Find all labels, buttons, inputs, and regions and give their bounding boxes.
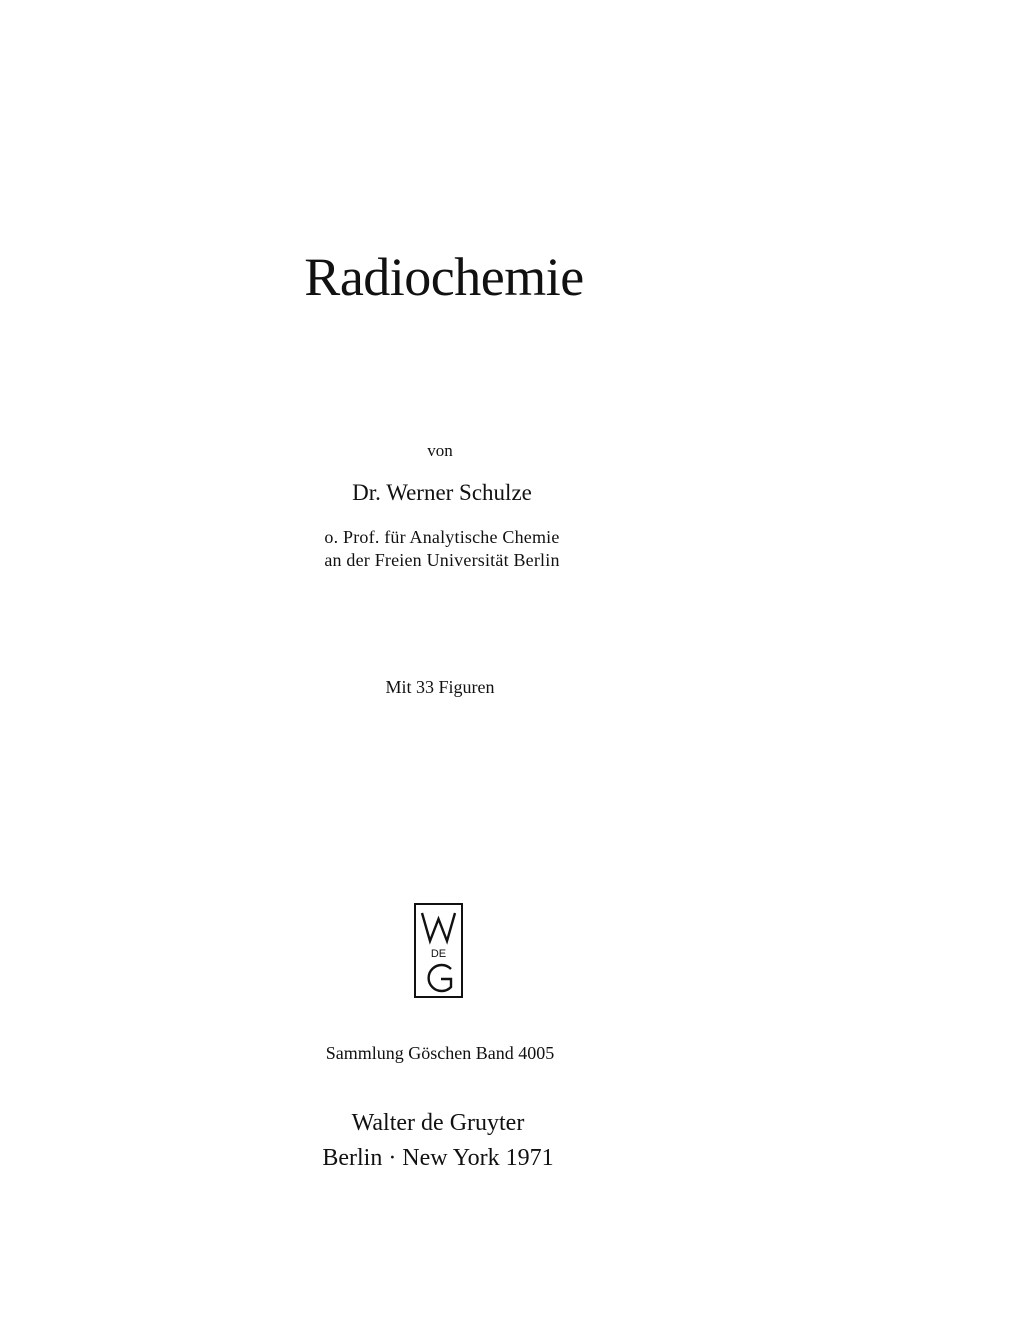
- author-affiliation-line-1: o. Prof. für Analytische Chemie: [324, 527, 560, 547]
- book-title: Radiochemie: [304, 247, 584, 307]
- publisher-name: Walter de Gruyter: [351, 1110, 525, 1136]
- publication-place-year: Berlin · New York 1971: [322, 1145, 554, 1171]
- author-affiliation-line-2: an der Freien Universität Berlin: [324, 550, 560, 570]
- wdeg-publisher-logo-icon: [414, 903, 463, 998]
- figures-note: Mit 33 Figuren: [385, 677, 495, 697]
- series-note: Sammlung Göschen Band 4005: [325, 1043, 555, 1063]
- by-label: von: [427, 441, 453, 460]
- svg-text:DE: DE: [430, 948, 447, 960]
- author-name: Dr. Werner Schulze: [352, 480, 532, 505]
